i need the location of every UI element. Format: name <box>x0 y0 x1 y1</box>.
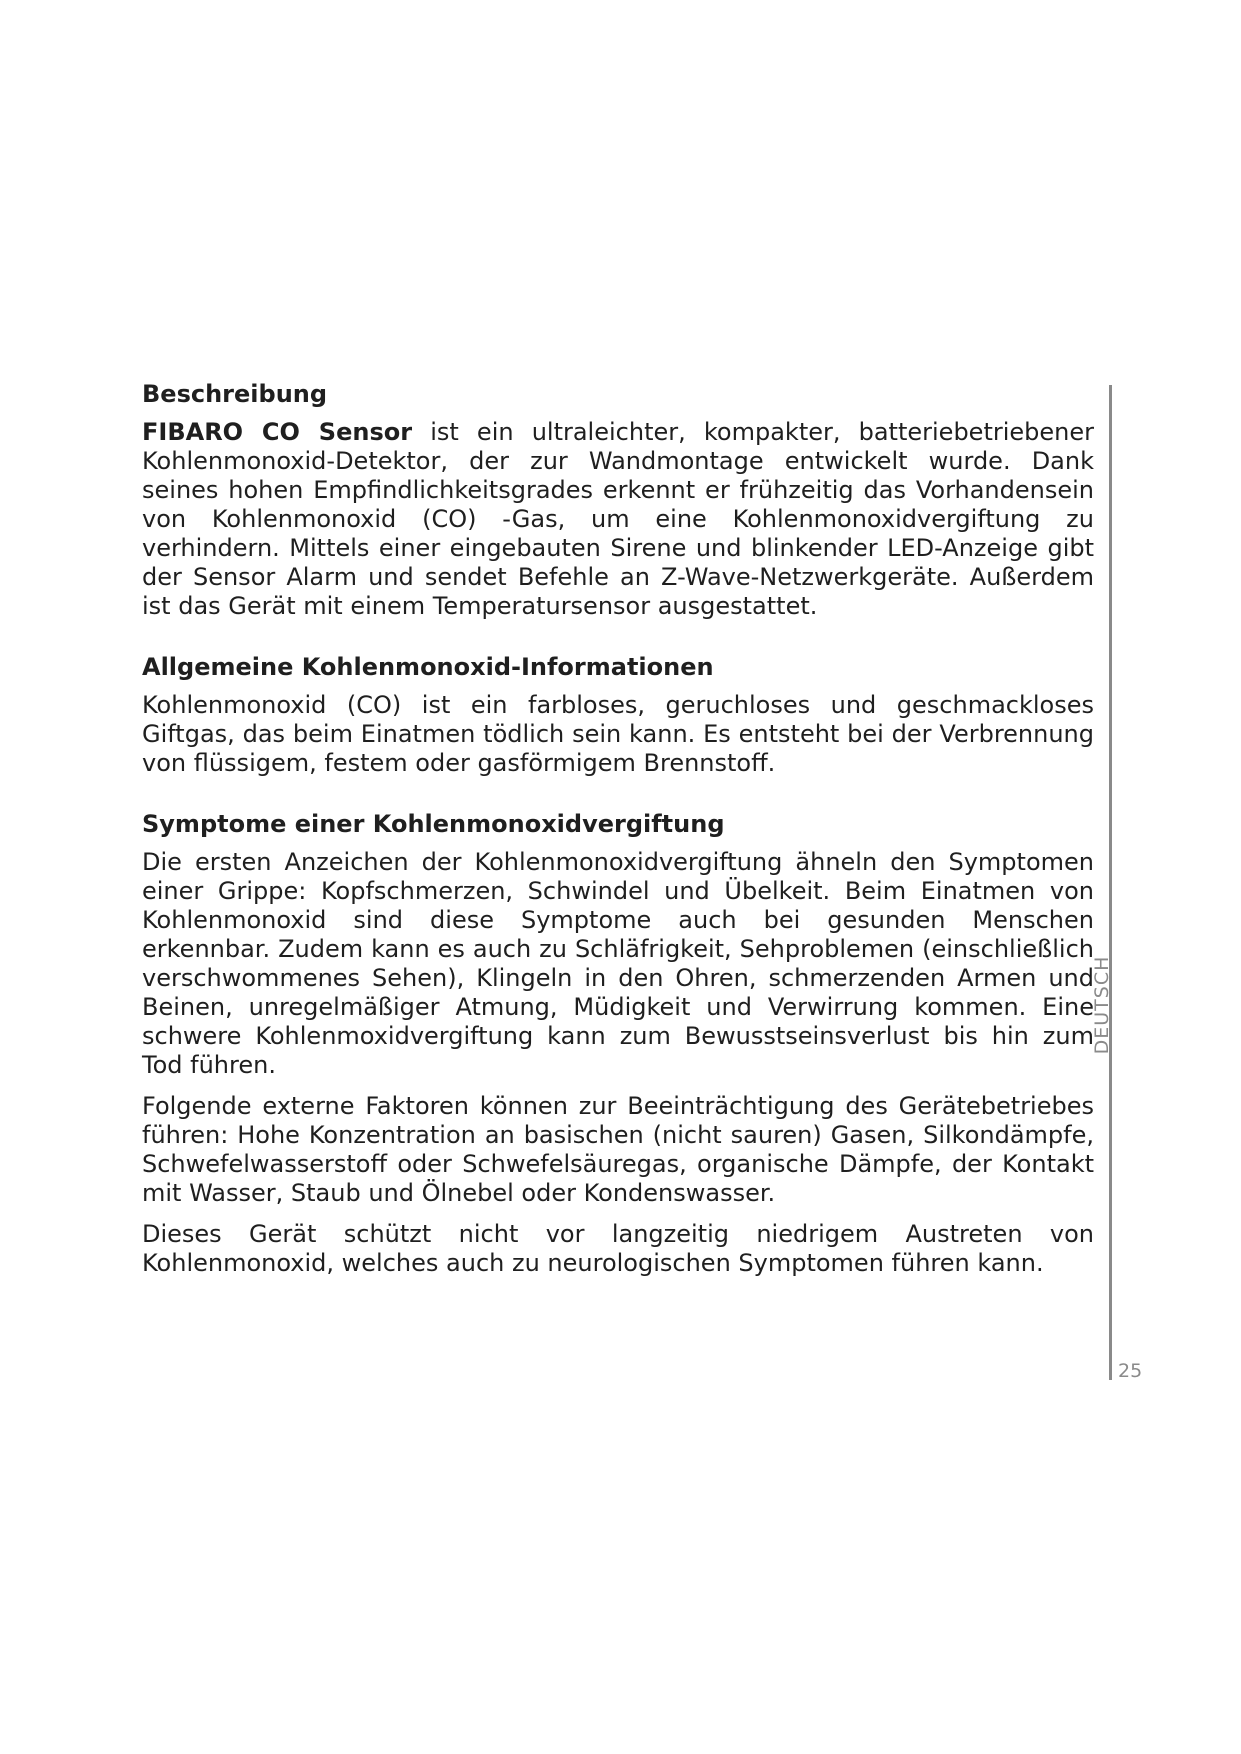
paragraph-symptoms: Die ersten Anzeichen der Kohlenmonoxidvergiftung ähneln den Symptomen einer Grippe: Kopfschmerzen, Schwindel und Übelkeit. Beim Einatmen von Kohlenmonoxid sind diese Symptome auch bei gesunden Menschen erkennbar. Zudem kann es auch zu Schläfrigkeit, Sehproblemen (einschließlich verschwommenes Sehen), Klingeln in den Ohren, schmerzenden Armen und Beinen, unregelmäßiger Atmung, Müdigkeit und Verwirrung kommen. Eine schwere Kohlenmoxidvergiftung kann zum Bewusstseinsverlust bis hin zum Tod führen. <box>142 848 1094 1079</box>
side-divider-line <box>1109 385 1112 1380</box>
section-heading-co-info: Allgemeine Kohlenmonoxid-Informationen <box>142 653 714 681</box>
paragraph-description-text: ist ein ultraleichter, kompakter, batteriebetriebener Kohlenmonoxid-Detektor, der zur Wandmontage entwickelt wurde. Dank seines hohen Empfindlichkeitsgrades erkennt er frühzeitig das Vorhandensein von Kohlenmonoxid (CO) -Gas, um eine Kohlenmonoxidvergiftung zu verhindern. Mittels einer eingebauten Sirene und blinkender LED-Anzeige gibt der Sensor Alarm und sendet Befehle an Z-Wave-Netzwerkgeräte. Außerdem ist das Gerät mit einem Temperatursensor ausgestattet. <box>142 418 1095 620</box>
document-body <box>142 378 1094 1278</box>
paragraph-warning: Dieses Gerät schützt nicht vor langzeitig niedrigem Austreten von Kohlenmonoxid, welches auch zu neurologischen Symptomen führen kann. <box>142 1220 1094 1277</box>
section-heading-beschreibung: Beschreibung <box>142 380 328 408</box>
section-heading-symptoms: Symptome einer Kohlenmonoxidvergiftung <box>142 810 725 838</box>
paragraph-co-info: Kohlenmonoxid (CO) ist ein farbloses, geruchloses und geschmackloses Giftgas, das beim Einatmen tödlich sein kann. Es entsteht bei der Verbrennung von flüssigem, festem oder gasförmigem Brennstoff. <box>142 691 1094 777</box>
language-side-label: DEUTSCH <box>1091 955 1113 1055</box>
paragraph-description <box>142 418 1094 621</box>
page-number: 25 <box>1118 1360 1143 1382</box>
paragraph-external-factors: Folgende externe Faktoren können zur Beeinträchtigung des Gerätebetriebes führen: Hohe Konzentration an basischen (nicht sauren) Gasen, Silkondämpfe, Schwefelwasserstoff oder Schwefelsäuregas, organische Dämpfe, der Kontakt mit Wasser, Staub und Ölnebel oder Kondenswasser. <box>142 1092 1094 1207</box>
product-name: FIBARO CO Sensor <box>142 418 413 446</box>
